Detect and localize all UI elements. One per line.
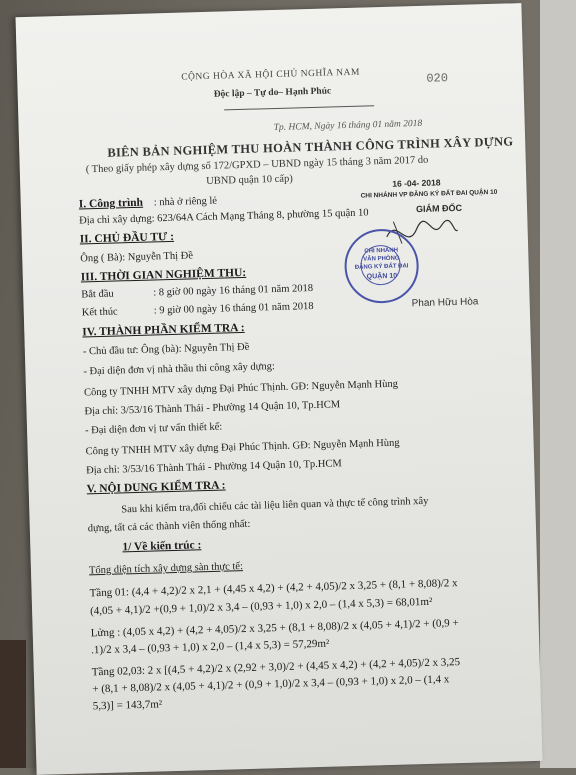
owner-line: - Chủ đầu tư: Ông (bà): Nguyễn Thị Đề (82, 341, 250, 358)
doc-subtitle-2: UBND quận 10 cấp) (206, 173, 293, 187)
start-value: : 8 giờ 00 ngày 16 tháng 01 năm 2018 (153, 283, 314, 299)
contractor-label: - Đại diện đơn vị nhà thầu thi công xây dựng: (83, 361, 275, 378)
section-5-para-1: Sau khi kiểm tra,đối chiếu các tài liệu liên quan và thực tế công trình xây (121, 495, 429, 516)
section-1-address: Địa chỉ xây dựng: 623/64A Cách Mạng Tháng 8, phường 15 quận 10 (79, 207, 369, 227)
seal-line-1: CHI NHÁNH (364, 247, 399, 255)
official-seal (344, 228, 420, 304)
consultant-company: Công ty TNHH MTV xây dựng Đại Phúc Thịnh. GĐ: Nguyễn Mạnh Hùng (85, 437, 400, 458)
total-area-heading: Tổng diện tích xây dựng sàn thực tế: (88, 561, 244, 577)
seal-line-4: QUẬN 10 (366, 272, 398, 281)
mezzanine-line-1: Lửng : (4,05 x 4,2) + (4,2 + 4,05)/2 x 3,25 + (8,1 + 8,08)/2 x (4,05 + 4,1)/2 + (0,9 + (90, 617, 459, 640)
floor-2-3-line-3: 5,3)] = 143,7m² (92, 698, 163, 713)
end-label: Kết thúc (81, 306, 118, 319)
doc-subtitle-1: ( Theo giấy phép xây dựng số 172/GPXD – UBND ngày 15 tháng 3 năm 2017 do (85, 154, 429, 176)
stamp-role: GIÁM ĐỐC (415, 202, 463, 215)
seal-line-2: VĂN PHÒNG (363, 255, 400, 263)
consultant-label: - Đại diện đơn vị tư vấn thiết kế: (84, 421, 223, 437)
floor-1-line-2: (4,05 + 4,1)/2 +(0,9 + 1,0)/2 x 3,4 – (0,93 + 1,0) x 2,0 – (1,4 x 5,3) = 68,01m² (89, 595, 433, 618)
doc-date: Tp. HCM, Ngày 16 tháng 01 năm 2018 (273, 118, 423, 134)
document-page (16, 3, 543, 775)
section-3-heading: III. THỜI GIAN NGHIỆM THU: (80, 266, 247, 284)
floor-1-line-1: Tầng 01: (4,4 + 4,2)/2 x 2,1 + (4,45 x 4,2) + (4,2 + 4,05)/2 x 3,25 + (8,1 + 8,08)/2 x (89, 577, 458, 600)
section-1-value: : nhà ở riêng lẻ (153, 195, 218, 209)
contractor-company: Công ty TNHH MTV xây dựng Đại Phúc Thịnh. GĐ: Nguyễn Mạnh Hùng (83, 378, 399, 399)
nation-header: CỘNG HÒA XÃ HỘI CHỦ NGHĨA NAM (181, 67, 360, 83)
motto-underline (224, 105, 374, 110)
seal-line-3: ĐĂNG KÝ ĐẤT ĐAI (354, 263, 409, 271)
consultant-address: Địa chỉ: 3/53/16 Thành Thái - Phường 14 Quận 10, Tp.HCM (86, 458, 342, 477)
floor-2-3-line-1: Tầng 02,03: 2 x [(4,5 + 4,2)/2 x (2,92 + 3,0)/2 + (4,45 x 4,2) + (4,2 + 4,05)/2 x 3,25 (91, 656, 461, 679)
floor-2-3-line-2: + (8,1 + 8,08)/2 x (4,05 + 4,1)/2 + (0,9 + 1,0)/2 x 3,4 – (0,93 + 1,0) x 2,0 – (1,4 x (92, 673, 450, 696)
section-2-heading: II. CHỦ ĐẦU TƯ : (79, 230, 175, 246)
paper-underneath (540, 0, 576, 768)
end-value: : 9 giờ 00 ngày 16 tháng 01 năm 2018 (153, 301, 314, 317)
start-label: Bắt đầu (81, 288, 114, 301)
stamp-org: CHI NHÁNH VP ĐĂNG KÝ ĐẤT ĐAI QUẬN 10 (360, 188, 498, 200)
stamp-date: 16 -04- 2018 (392, 177, 441, 189)
contractor-address: Địa chỉ: 3/53/16 Thành Thái - Phường 14 Quận 10, Tp.HCM (84, 399, 341, 418)
section-5-para-2: dựng, tất cả các thành viên thống nhất: (87, 518, 251, 535)
section-1-heading: I. Công trình (78, 196, 144, 211)
doc-number: 020 (426, 71, 449, 86)
signer-name: Phan Hữu Hòa (411, 296, 479, 310)
section-5-heading: V. NỘI DUNG KIỂM TRA : (86, 479, 226, 496)
section-2-value: Ông ( Bà): Nguyễn Thị Đề (80, 250, 194, 265)
section-4-heading: IV. THÀNH PHẦN KIỂM TRA : (82, 321, 245, 339)
mezzanine-line-2: .1)/2 x 3,4 – (0,93 + 1,0) x 2,0 – (1,4 x 5,3) = 57,29m² (91, 637, 330, 657)
motto: Độc lập – Tự do– Hạnh Phúc (213, 86, 332, 100)
doc-title: BIÊN BẢN NGHIỆM THU HOÀN THÀNH CÔNG TRÌNH XÂY DỰNG (107, 134, 514, 160)
table-edge (0, 640, 26, 768)
architecture-heading: 1/ Về kiến trúc : (122, 539, 202, 554)
